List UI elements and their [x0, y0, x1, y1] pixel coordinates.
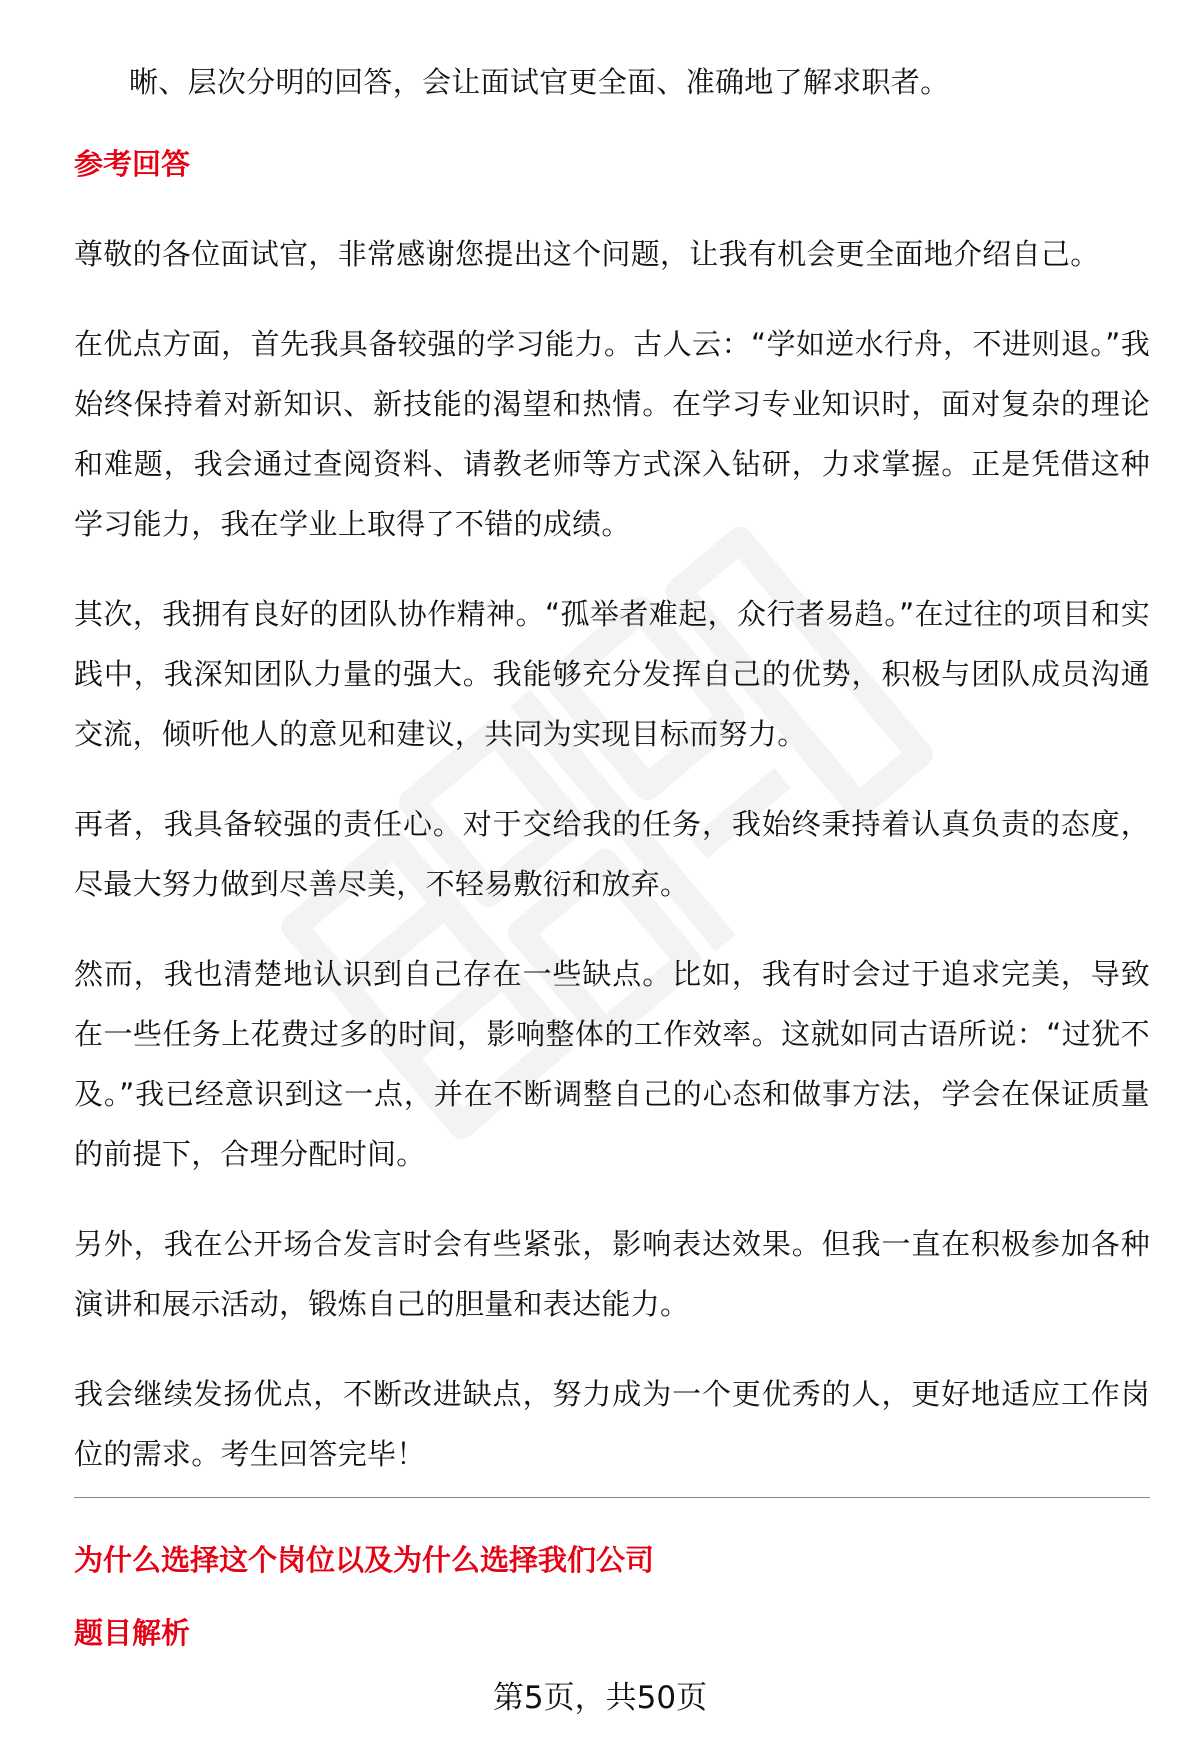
answer-paragraph: 在优点方面，首先我具备较强的学习能力。古人云：“学如逆水行舟，不进则退。”我始终保持着对新知识、新技能的渴望和热情。在学习专业知识时，面对复杂的理论和难题，我会通过查阅资料、请教老师等方式深入钻研，力求掌握。正是凭借这种学习能力，我在学业上取得了不错的成绩。 [74, 327, 1150, 541]
intro-paragraph: 晰、层次分明的回答，会让面试官更全面、准确地了解求职者。 [129, 65, 950, 99]
next-question-heading: 为什么选择这个岗位以及为什么选择我们公司 [74, 1543, 655, 1577]
answer-paragraph: 尊敬的各位面试官，非常感谢您提出这个问题，让我有机会更全面地介绍自己。 [74, 237, 1100, 271]
answer-paragraph: 我会继续发扬优点，不断改进缺点，努力成为一个更优秀的人，更好地适应工作岗位的需求。考生回答完毕！ [74, 1377, 1150, 1471]
analysis-heading: 题目解析 [74, 1616, 191, 1650]
reference-answer-heading: 参考回答 [74, 147, 191, 181]
answer-paragraph: 另外，我在公开场合发言时会有些紧张，影响表达效果。但我一直在积极参加各种演讲和展示活动，锻炼自己的胆量和表达能力。 [74, 1227, 1150, 1321]
answer-paragraph: 再者，我具备较强的责任心。对于交给我的任务，我始终秉持着认真负责的态度，尽最大努力做到尽善尽美，不轻易敷衍和放弃。 [74, 807, 1150, 901]
page-number-footer: 第5页，共50页 [492, 1680, 708, 1716]
answer-paragraph: 然而，我也清楚地认识到自己存在一些缺点。比如，我有时会过于追求完美，导致在一些任务上花费过多的时间，影响整体的工作效率。这就如同古语所说：“过犹不及。”我已经意识到这一点，并在不断调整自己的心态和做事方法，学会在保证质量的前提下，合理分配时间。 [74, 957, 1150, 1171]
main-content [74, 52, 1150, 1514]
section-divider [74, 1497, 1150, 1498]
answer-paragraph: 其次，我拥有良好的团队协作精神。“孤举者难起，众行者易趋。”在过往的项目和实践中，我深知团队力量的强大。我能够充分发挥自己的优势，积极与团队成员沟通交流，倾听他人的意见和建议，共同为实现目标而努力。 [74, 597, 1150, 751]
